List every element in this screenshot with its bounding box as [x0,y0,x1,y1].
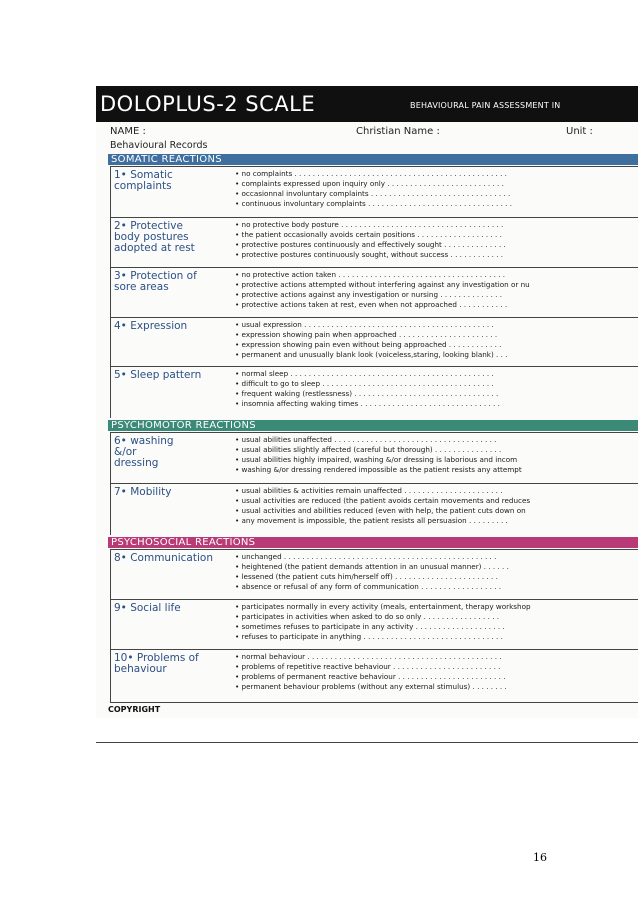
option-text: • usual abilities & activities remain unaffected . . . . . . . . . . . . . . . . . . . . . . [235,486,503,495]
option-text: • usual abilities slightly affected (careful but thorough) . . . . . . . . . . . . . . . [235,445,502,454]
item-label: 1• Somatic complaints [114,169,173,192]
scale-scan [96,86,638,718]
option-text: • usual abilities highly impaired, washing &/or dressing is laborious and incom [235,455,518,464]
option-text: • sometimes refuses to participate in any activity . . . . . . . . . . . . . . . . . . . . [235,622,505,631]
item-mobility [110,483,638,535]
behavioural-records-label: Behavioural Records [110,140,208,151]
item-communication [110,549,638,600]
section-header-psychomotor: PSYCHOMOTOR REACTIONS [108,420,638,431]
option-list [235,369,638,409]
option-text: • refuses to participate in anything . . . . . . . . . . . . . . . . . . . . . . . . . . . . . . . [235,632,503,641]
section-header-somatic: SOMATIC REACTIONS [108,154,638,165]
option-text: • expression showing pain when approached . . . . . . . . . . . . . . . . . . . . . . [235,330,498,339]
option-text: • problems of permanent reactive behaviour . . . . . . . . . . . . . . . . . . . . . . . . [235,672,506,681]
section-header-psychosocial: PSYCHOSOCIAL REACTIONS [108,537,638,548]
option-text: • complaints expressed upon inquiry only . . . . . . . . . . . . . . . . . . . . . . . . . . [235,179,504,188]
scale-subtitle: BEHAVIOURAL PAIN ASSESSMENT IN [410,101,561,110]
option-text: • usual expression . . . . . . . . . . . . . . . . . . . . . . . . . . . . . . . . . . . . . . . . . . [235,320,494,329]
option-text: • lessened (the patient cuts him/herself off) . . . . . . . . . . . . . . . . . . . . . . . [235,572,498,581]
title-bar [96,86,638,122]
option-list [235,486,638,526]
option-text: • frequent waking (restlessness) . . . . . . . . . . . . . . . . . . . . . . . . . . . . . . . . [235,389,499,398]
option-text: • continuous involuntary complaints . . . . . . . . . . . . . . . . . . . . . . . . . . . . . . . . [235,199,513,208]
item-label: 10• Problems of behaviour [114,652,199,675]
option-list [235,320,638,360]
option-text: • insomnia affecting waking times . . . . . . . . . . . . . . . . . . . . . . . . . . . . . . . [235,399,500,408]
option-text: • permanent and unusually blank look (voiceless,staring, looking blank) . . . [235,350,508,359]
option-text: • any movement is impossible, the patient resists all persuasion . . . . . . . . . [235,516,508,525]
footer-rule [96,742,638,743]
item-somatic-complaints [110,166,638,218]
option-text: • usual activities and abilities reduced (even with help, the patient cuts down on [235,506,526,515]
option-text: • difficult to go to sleep . . . . . . . . . . . . . . . . . . . . . . . . . . . . . . . . . . . . . . [235,379,494,388]
option-text: • protective actions against any investigation or nursing . . . . . . . . . . . . . . [235,290,503,299]
item-protection-sore-areas [110,267,638,318]
option-text: • permanent behaviour problems (without any external stimulus) . . . . . . . . [235,682,507,691]
option-text: • protective postures continuously sought, without success . . . . . . . . . . . . [235,250,504,259]
item-label: 6• washing &/or dressing [114,435,174,469]
option-list [235,552,638,592]
option-text: • protective actions attempted without interfering against any investigation or nu [235,280,530,289]
option-text: • occasionnal involuntary complaints . . . . . . . . . . . . . . . . . . . . . . . . . . . . . . . [235,189,511,198]
item-sleep-pattern [110,366,638,418]
item-label: 2• Protective body postures adopted at rest [114,220,195,254]
option-list [235,270,638,310]
option-list [235,220,638,260]
item-protective-postures [110,217,638,268]
option-text: • usual abilities unaffected . . . . . . . . . . . . . . . . . . . . . . . . . . . . . . . . . . . . [235,435,497,444]
option-text: • usual activities are reduced (the patient avoids certain movements and reduces [235,496,531,505]
item-problems-behaviour [110,649,638,703]
item-label: 4• Expression [114,320,188,332]
option-text: • heightened (the patient demands attention in an unusual manner) . . . . . . [235,562,509,571]
unit-field-label: Unit : [566,126,593,137]
copyright-label: COPYRIGHT [108,705,161,714]
option-text: • participates normally in every activity (meals, entertainment, therapy workshop [235,602,531,611]
option-text: • unchanged . . . . . . . . . . . . . . . . . . . . . . . . . . . . . . . . . . . . . . . . . . . . . . . [235,552,497,561]
option-text: • protective postures continuously and effectively sought . . . . . . . . . . . . . . [235,240,506,249]
option-text: • normal sleep . . . . . . . . . . . . . . . . . . . . . . . . . . . . . . . . . . . . . . . . . . . . . [235,369,494,378]
option-text: • no complaints . . . . . . . . . . . . . . . . . . . . . . . . . . . . . . . . . . . . . . . . . . . . . . . [235,169,507,178]
item-label: 3• Protection of sore areas [114,270,197,293]
scale-title: DOLOPLUS-2 SCALE [100,92,316,116]
option-list [235,169,638,209]
christian-name-field-label: Christian Name : [356,126,440,137]
item-label: 9• Social life [114,602,181,614]
item-expression [110,317,638,367]
page-number: 16 [533,851,547,864]
option-text: • protective actions taken at rest, even when not approached . . . . . . . . . . . [235,300,508,309]
option-list [235,602,638,642]
option-text: • absence or refusal of any form of communication . . . . . . . . . . . . . . . . . . [235,582,502,591]
option-list [235,652,638,692]
option-text: • the patient occasionally avoids certain positions . . . . . . . . . . . . . . . . . . . [235,230,502,239]
option-text: • normal behaviour . . . . . . . . . . . . . . . . . . . . . . . . . . . . . . . . . . . . . . . . . . . [235,652,502,661]
option-text: • washing &/or dressing rendered impossible as the patient resists any attempt [235,465,522,474]
option-list [235,435,638,475]
option-text: • no protective body posture . . . . . . . . . . . . . . . . . . . . . . . . . . . . . . . . . . . . [235,220,504,229]
name-field-label: NAME : [110,126,146,137]
option-text: • no protective action taken . . . . . . . . . . . . . . . . . . . . . . . . . . . . . . . . . . . . . [235,270,506,279]
item-label: 5• Sleep pattern [114,369,202,381]
option-text: • problems of repetitive reactive behaviour . . . . . . . . . . . . . . . . . . . . . . . . [235,662,501,671]
item-social-life [110,599,638,650]
option-text: • participates in activities when asked to do so only . . . . . . . . . . . . . . . . . [235,612,500,621]
item-label: 8• Communication [114,552,213,564]
option-text: • expression showing pain even without being approached . . . . . . . . . . . . [235,340,502,349]
item-washing-dressing [110,432,638,484]
item-label: 7• Mobility [114,486,172,498]
